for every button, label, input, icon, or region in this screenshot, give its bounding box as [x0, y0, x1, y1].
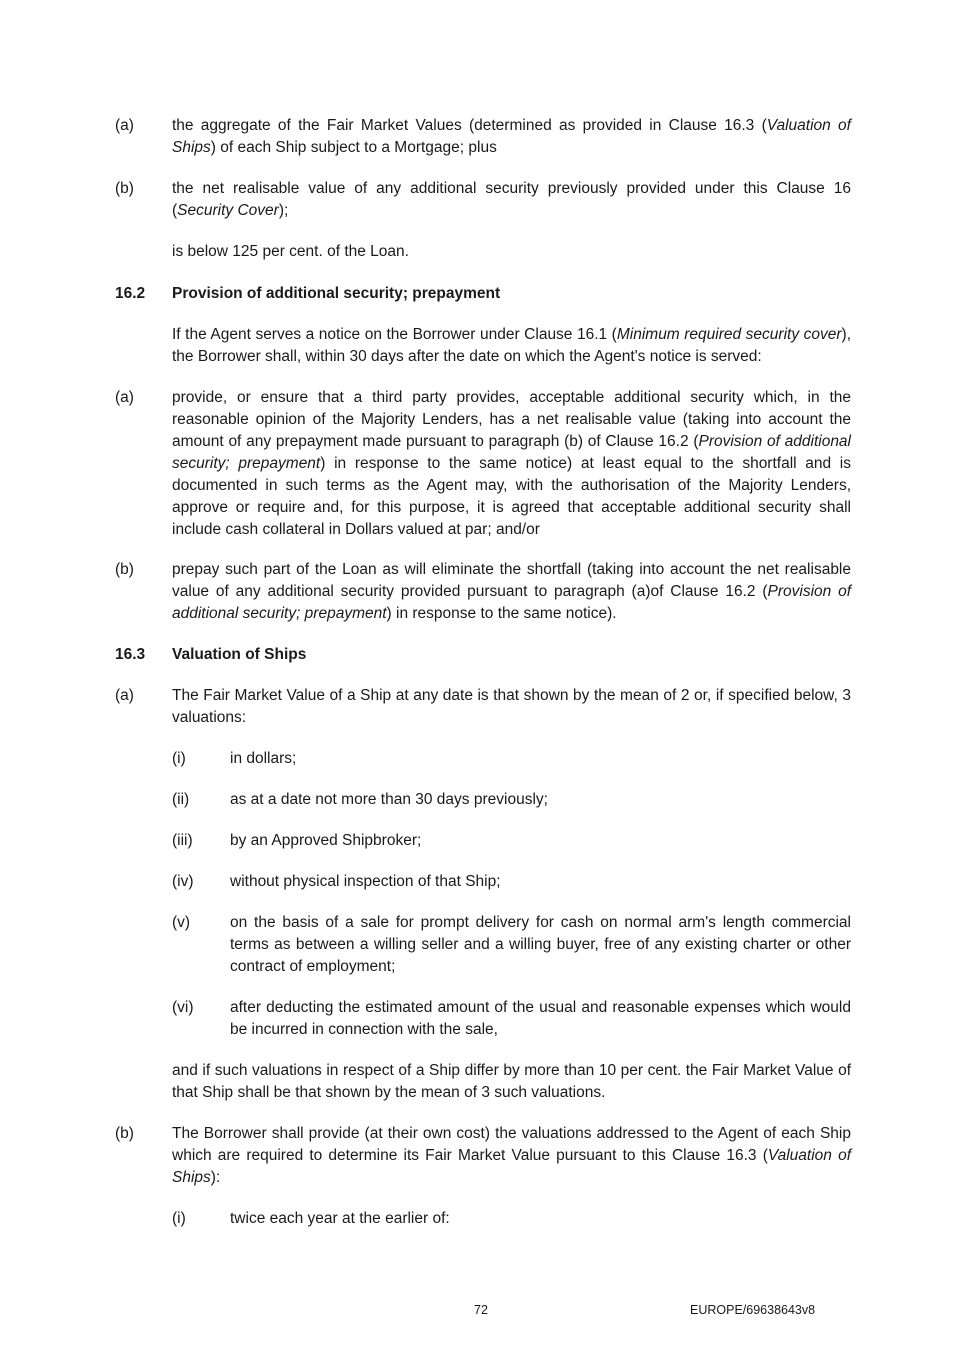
sub-item-label: (i) [172, 750, 186, 767]
item-label-a: (a) [115, 389, 134, 406]
document-reference: EUROPE/69638643v8 [690, 1303, 816, 1317]
sub-item-text: by an Approved Shipbroker; [230, 832, 422, 849]
sub-item-text: after deducting the estimated amount of the usual and reasonable expenses which would be incurred in connection with the sale, [230, 999, 851, 1038]
section-title-16-3: Valuation of Ships [172, 646, 307, 663]
sub-item-text: on the basis of a sale for prompt delivery for cash on normal arm's length commercial terms as between a willing seller and a willing buyer, free of any existing charter or other contract of employment; [230, 914, 851, 975]
sub-item-text: in dollars; [230, 750, 297, 767]
sub-item-label: (i) [172, 1210, 186, 1227]
page-number: 72 [474, 1303, 488, 1317]
sub-item-label: (iii) [172, 832, 193, 849]
item-text-a: provide, or ensure that a third party provides, acceptable additional security which, in the reasonable opinion of the Majority Lenders, has a net realisable value (taking into account the amount of any prepayment made pursuant to paragraph (b) of Clause 16.2 (Provision of additional security; prepayment) in response to the same notice) at least equal to the shortfall and is documented in such terms as the Agent may, with the authorisation of the Majority Lenders, approve or require and, for this purpose, it is agreed that acceptable additional security shall include cash collateral in Dollars valued at par; and/or [172, 389, 851, 538]
sub-item-label: (vi) [172, 999, 194, 1016]
item-text-a: the aggregate of the Fair Market Values (determined as provided in Clause 16.3 (Valuation of Ships) of each Ship subject to a Mortgage; plus [172, 117, 851, 156]
section-number-16-3: 16.3 [115, 646, 146, 663]
section-16-2-intro: If the Agent serves a notice on the Borrower under Clause 16.1 (Minimum required security cover), the Borrower shall, within 30 days after the date on which the Agent's notice is served: [172, 326, 851, 365]
sub-item-label: (ii) [172, 791, 190, 808]
item-text-b: The Borrower shall provide (at their own cost) the valuations addressed to the Agent of each Ship which are required to determine its Fair Market Value pursuant to this Clause 16.3 (Valuation of Ships): [172, 1125, 851, 1186]
item-text-b: the net realisable value of any additional security previously provided under this Clause 16 (Security Cover); [172, 180, 851, 219]
item-text-b: prepay such part of the Loan as will eliminate the shortfall (taking into account the net realisable value of any additional security provided pursuant to paragraph (a)of Clause 16.2 (Provision of additional security; prepayment) in response to the same notice). [172, 561, 852, 622]
sub-item-text: without physical inspection of that Ship; [230, 873, 501, 890]
security-cover-conclusion: is below 125 per cent. of the Loan. [172, 243, 409, 260]
item-text-a: The Fair Market Value of a Ship at any date is that shown by the mean of 2 or, if specified below, 3 valuations: [172, 687, 851, 726]
section-title-16-2: Provision of additional security; prepayment [172, 285, 501, 302]
item-label-b: (b) [115, 180, 134, 197]
sub-item-text: as at a date not more than 30 days previously; [230, 791, 548, 808]
item-label-b: (b) [115, 1125, 134, 1142]
item-label-a: (a) [115, 117, 134, 134]
section-number-16-2: 16.2 [115, 285, 146, 302]
sub-item-text: twice each year at the earlier of: [230, 1210, 450, 1227]
sub-item-label: (v) [172, 914, 191, 931]
sub-item-label: (iv) [172, 873, 194, 890]
item-label-a: (a) [115, 687, 134, 704]
valuation-tail-text: and if such valuations in respect of a Ship differ by more than 10 per cent. the Fair Market Value of that Ship shall be that shown by the mean of 3 such valuations. [172, 1062, 851, 1101]
item-label-b: (b) [115, 561, 134, 578]
